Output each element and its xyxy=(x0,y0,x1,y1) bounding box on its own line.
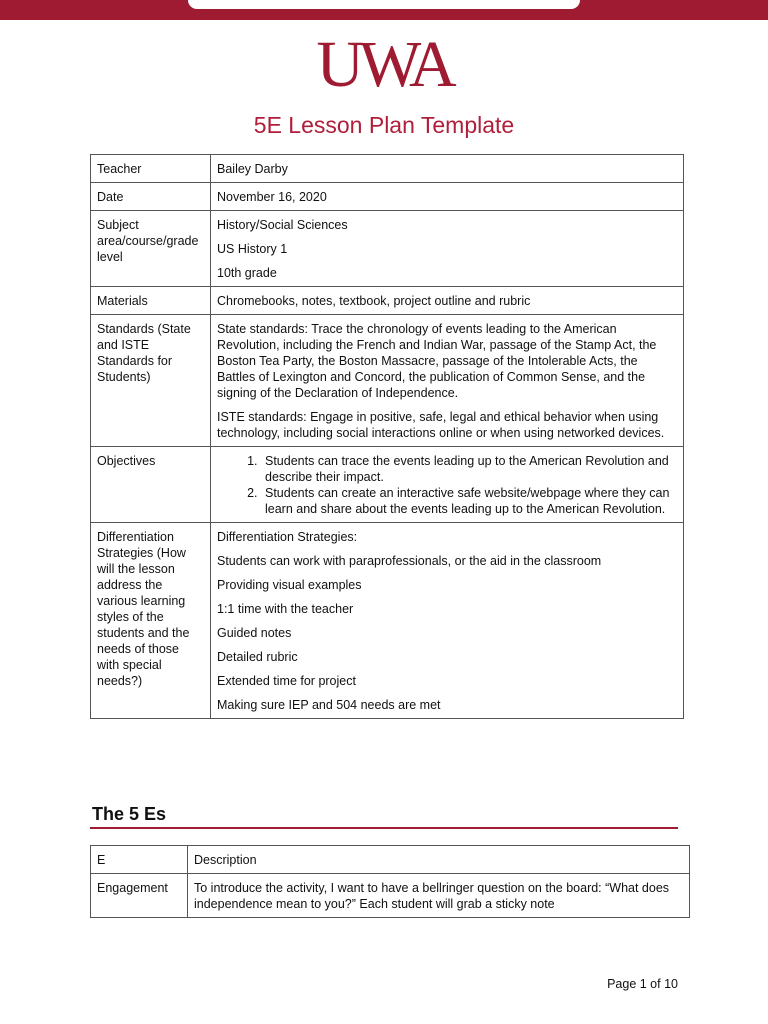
objective-item: 1. Students can trace the events leading up to the American Revolution and describe their impact. xyxy=(261,453,677,485)
table-row-engagement xyxy=(91,874,690,918)
objectives-list xyxy=(217,453,677,517)
five-es-heading: The 5 Es xyxy=(92,804,167,824)
objectives-value xyxy=(211,447,684,523)
engagement-description: To introduce the activity, I want to have a bellringer question on the board: “What does independence mean to you?” Each student will grab a sticky note xyxy=(188,874,690,918)
engagement-label: Engagement xyxy=(91,874,188,918)
table-row-materials xyxy=(91,287,684,315)
table-row-teacher xyxy=(91,155,684,183)
lesson-info-table xyxy=(90,154,684,719)
teacher-value: Bailey Darby xyxy=(211,155,684,183)
objective-item: 2. Students can create an interactive safe website/webpage where they can learn and share about the events leading up to the American Revolution. xyxy=(261,485,677,517)
document-title: 5E Lesson Plan Template xyxy=(253,112,515,138)
section-divider xyxy=(90,827,678,829)
subject-line: History/Social Sciences xyxy=(217,218,348,232)
subject-value xyxy=(211,211,684,287)
grade-line: 10th grade xyxy=(217,266,277,280)
date-label: Date xyxy=(91,183,211,211)
standards-label: Standards (State and ISTE Standards for Students) xyxy=(91,315,211,447)
differentiation-label: Differentiation Strategies (How will the lesson address the various learning styles of the students and the needs of those with special needs?) xyxy=(91,523,211,719)
strategy-item: Guided notes xyxy=(217,626,292,640)
differentiation-value xyxy=(211,523,684,719)
strategy-item: Detailed rubric xyxy=(217,650,298,664)
top-brand-notch xyxy=(188,0,580,9)
five-es-table xyxy=(90,845,690,918)
column-header-e: E xyxy=(91,846,188,874)
uwa-logo: UWA xyxy=(316,28,452,101)
standards-value xyxy=(211,315,684,447)
objectives-label: Objectives xyxy=(91,447,211,523)
table-row-objectives xyxy=(91,447,684,523)
table-row-subject xyxy=(91,211,684,287)
course-line: US History 1 xyxy=(217,242,288,256)
strategy-item: 1:1 time with the teacher xyxy=(217,602,354,616)
date-value: November 16, 2020 xyxy=(211,183,684,211)
page-number: Page 1 of 10 xyxy=(607,977,678,991)
differentiation-heading: Differentiation Strategies: xyxy=(217,530,358,544)
iste-standards-text: ISTE standards: Engage in positive, safe, legal and ethical behavior when using technology, including social interactions online or when using networked devices. xyxy=(217,410,665,440)
table-row-differentiation xyxy=(91,523,684,719)
table-row-date xyxy=(91,183,684,211)
state-standards-text: State standards: Trace the chronology of events leading to the American Revolution, including the French and Indian War, passage of the Stamp Act, the Boston Tea Party, the Boston Massacre, passage of the Intolerable Acts, the Battles of Lexington and Concord, the publication of Common Sense, and the signing of the Declaration of Independence. xyxy=(217,322,657,400)
strategy-item: Providing visual examples xyxy=(217,578,362,592)
materials-label: Materials xyxy=(91,287,211,315)
strategy-item: Extended time for project xyxy=(217,674,356,688)
column-header-description: Description xyxy=(188,846,690,874)
materials-value: Chromebooks, notes, textbook, project outline and rubric xyxy=(211,287,684,315)
strategy-item: Students can work with paraprofessionals, or the aid in the classroom xyxy=(217,554,602,568)
table-header-row xyxy=(91,846,690,874)
subject-label: Subject area/course/grade level xyxy=(91,211,211,287)
teacher-label: Teacher xyxy=(91,155,211,183)
table-row-standards xyxy=(91,315,684,447)
strategy-item: Making sure IEP and 504 needs are met xyxy=(217,698,441,712)
